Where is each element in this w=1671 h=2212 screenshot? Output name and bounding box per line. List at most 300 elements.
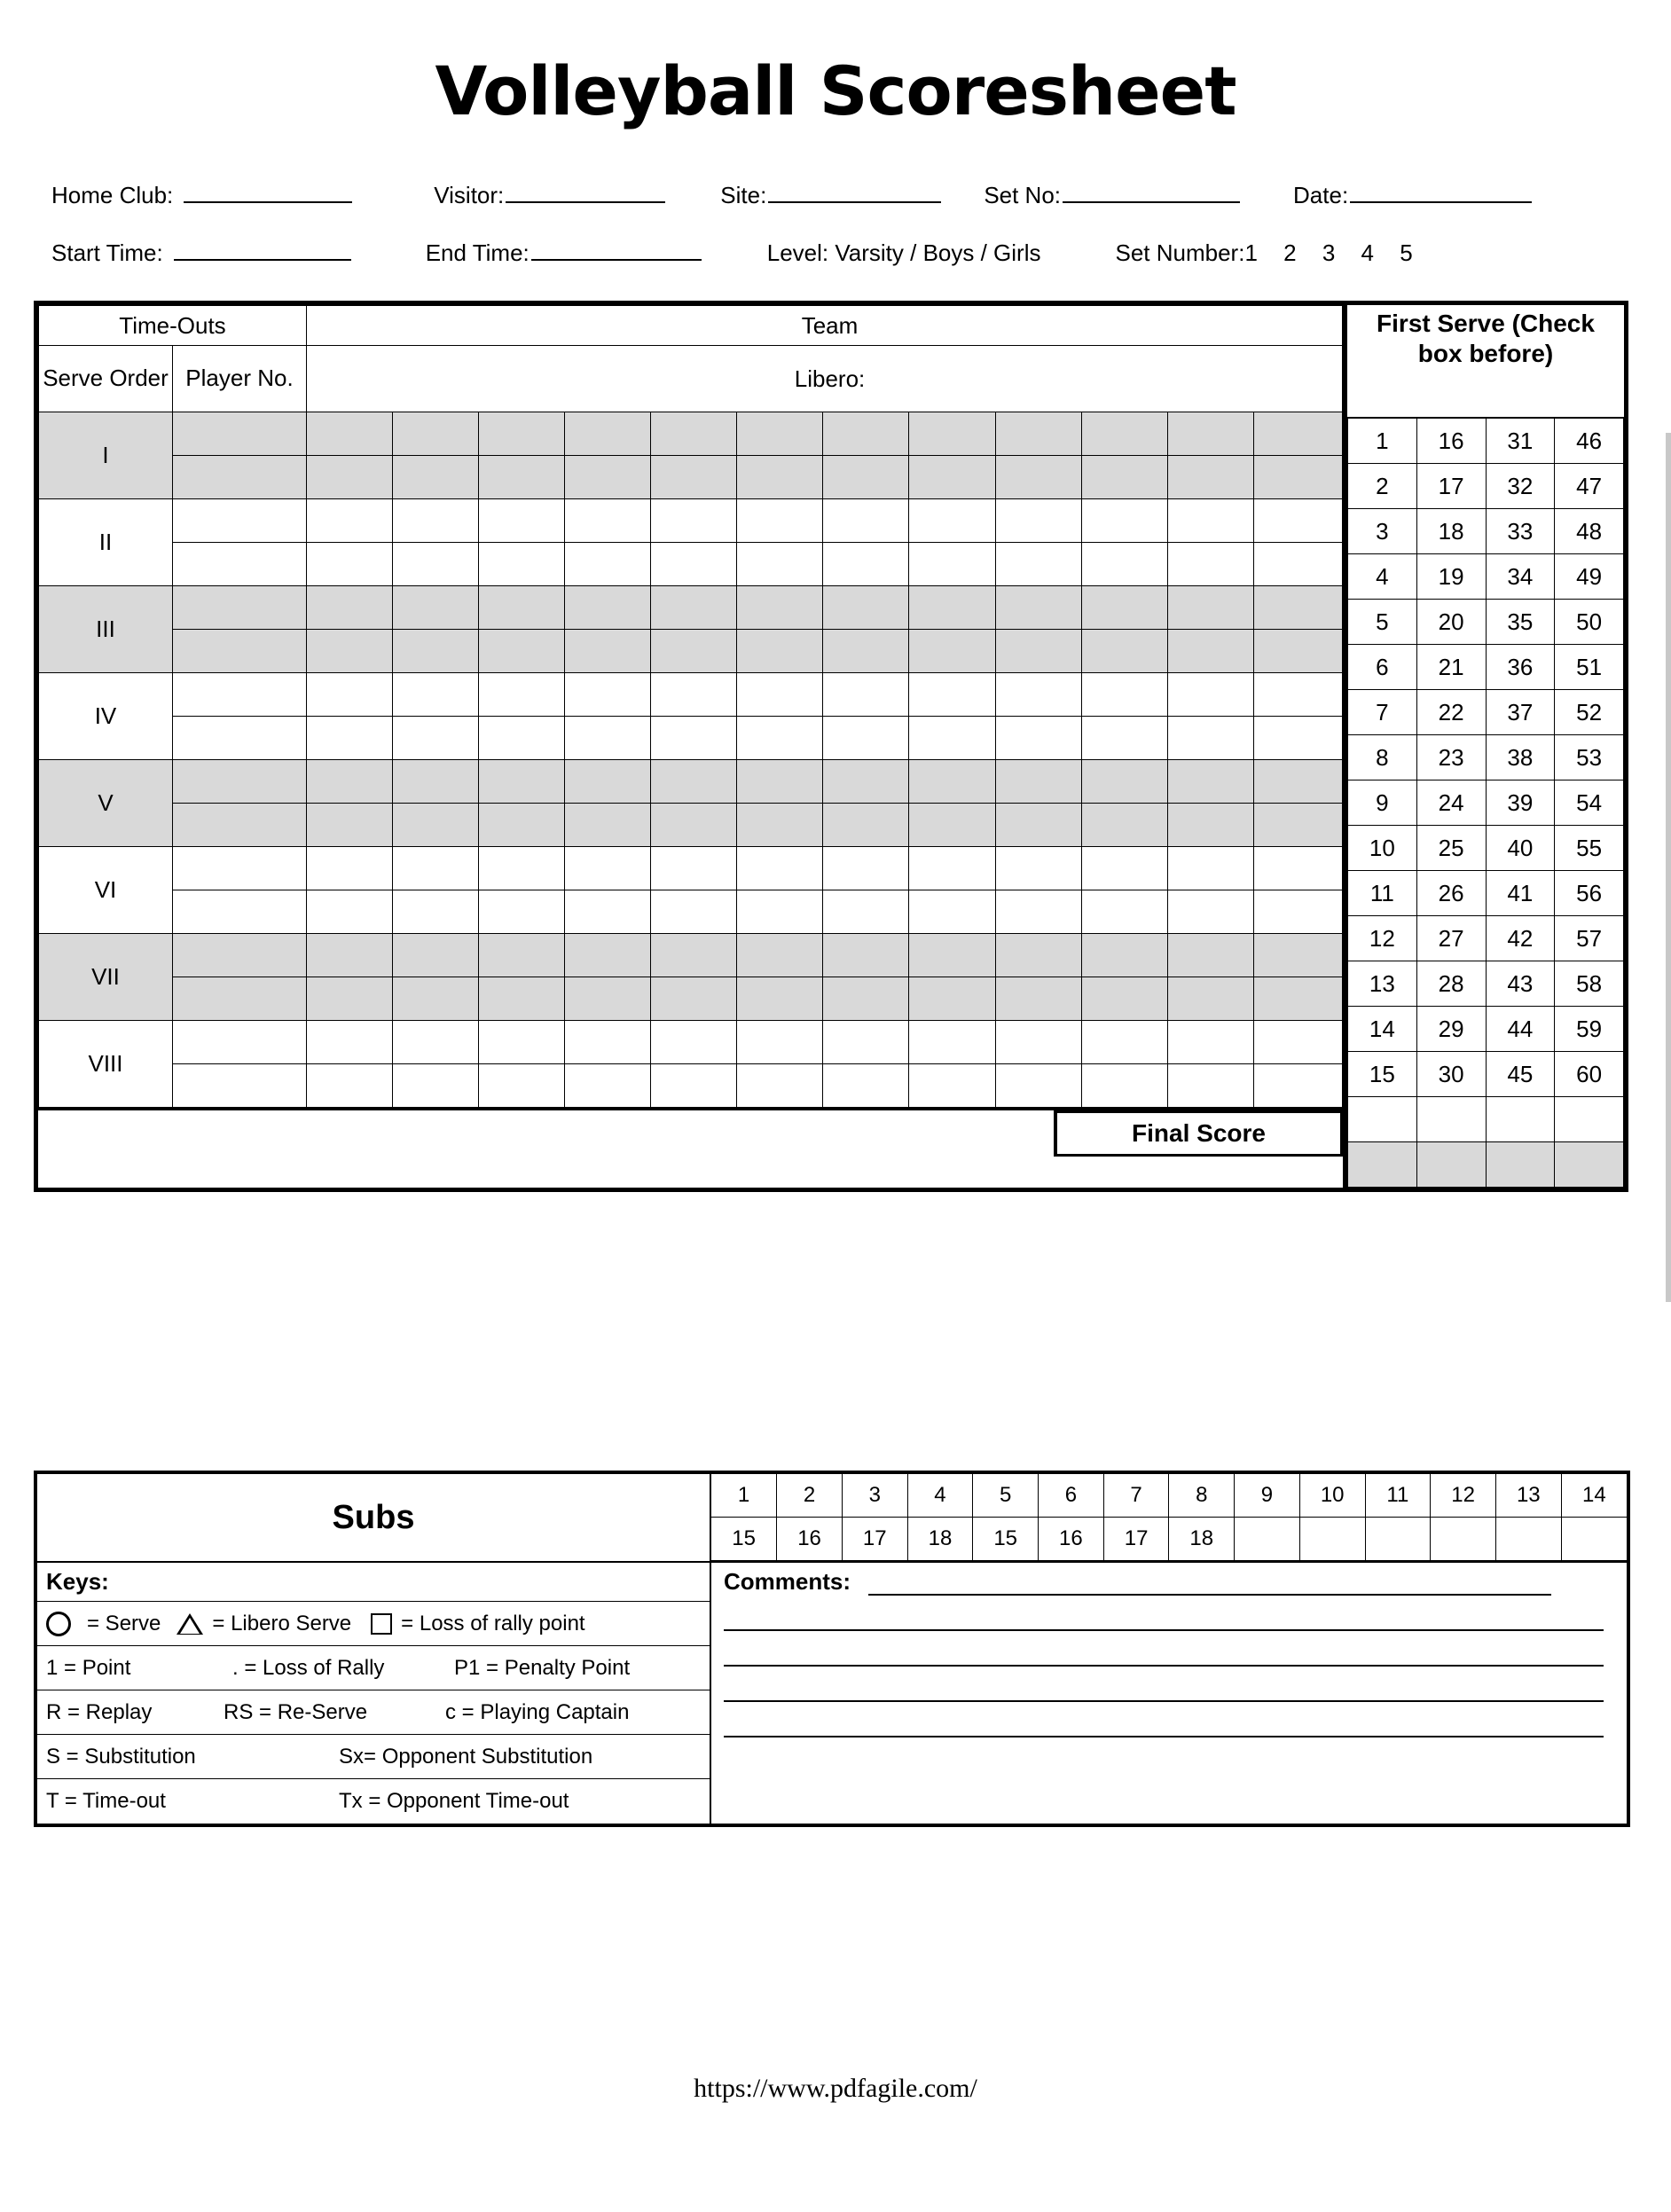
subs-cell[interactable]: 10	[1299, 1474, 1365, 1518]
player-no-cell[interactable]	[173, 847, 307, 890]
score-cell[interactable]	[1081, 456, 1167, 499]
first-serve-cell[interactable]: 27	[1416, 916, 1486, 961]
score-cell[interactable]	[651, 673, 737, 717]
score-cell[interactable]	[479, 890, 565, 934]
subs-cell[interactable]: 2	[777, 1474, 843, 1518]
first-serve-empty-cell[interactable]	[1555, 1097, 1624, 1142]
first-serve-cell[interactable]: 19	[1416, 554, 1486, 600]
score-cell[interactable]	[651, 1064, 737, 1108]
score-cell[interactable]	[1253, 412, 1342, 456]
score-cell[interactable]	[565, 847, 651, 890]
score-cell[interactable]	[1253, 804, 1342, 847]
score-cell[interactable]	[909, 630, 995, 673]
score-cell[interactable]	[651, 760, 737, 804]
score-cell[interactable]	[479, 717, 565, 760]
score-cell[interactable]	[479, 456, 565, 499]
score-cell[interactable]	[651, 977, 737, 1021]
score-cell[interactable]	[995, 890, 1081, 934]
score-cell[interactable]	[479, 630, 565, 673]
score-cell[interactable]	[737, 760, 823, 804]
score-cell[interactable]	[307, 630, 393, 673]
score-cell[interactable]	[651, 412, 737, 456]
score-cell[interactable]	[1167, 1064, 1253, 1108]
score-cell[interactable]	[1253, 630, 1342, 673]
first-serve-cell[interactable]: 57	[1555, 916, 1624, 961]
score-cell[interactable]	[1167, 499, 1253, 543]
score-cell[interactable]	[823, 1021, 909, 1064]
first-serve-cell[interactable]: 48	[1555, 509, 1624, 554]
score-cell[interactable]	[1167, 543, 1253, 586]
first-serve-cell[interactable]: 55	[1555, 826, 1624, 871]
score-cell[interactable]	[565, 804, 651, 847]
score-cell[interactable]	[307, 890, 393, 934]
score-cell[interactable]	[307, 717, 393, 760]
score-cell[interactable]	[737, 586, 823, 630]
score-cell[interactable]	[307, 760, 393, 804]
score-cell[interactable]	[479, 847, 565, 890]
score-cell[interactable]	[737, 717, 823, 760]
player-no-cell[interactable]	[173, 760, 307, 804]
score-cell[interactable]	[479, 977, 565, 1021]
score-cell[interactable]	[1253, 890, 1342, 934]
score-cell[interactable]	[995, 543, 1081, 586]
score-cell[interactable]	[1253, 499, 1342, 543]
end-time-field[interactable]	[426, 236, 702, 267]
first-serve-cell[interactable]: 49	[1555, 554, 1624, 600]
score-cell[interactable]	[909, 890, 995, 934]
first-serve-cell[interactable]: 12	[1348, 916, 1417, 961]
score-cell[interactable]	[565, 543, 651, 586]
score-cell[interactable]	[823, 1064, 909, 1108]
first-serve-cell[interactable]: 56	[1555, 871, 1624, 916]
score-cell[interactable]	[909, 760, 995, 804]
score-cell[interactable]	[1081, 1021, 1167, 1064]
score-cell[interactable]	[307, 934, 393, 977]
score-cell[interactable]	[393, 717, 479, 760]
score-cell[interactable]	[1167, 804, 1253, 847]
score-cell[interactable]	[1081, 804, 1167, 847]
score-cell[interactable]	[909, 543, 995, 586]
subs-cell[interactable]: 16	[777, 1518, 843, 1561]
score-cell[interactable]	[909, 1021, 995, 1064]
score-cell[interactable]	[393, 1021, 479, 1064]
score-cell[interactable]	[995, 456, 1081, 499]
player-no-cell[interactable]	[173, 1021, 307, 1064]
score-cell[interactable]	[393, 586, 479, 630]
player-no-cell[interactable]	[173, 630, 307, 673]
score-cell[interactable]	[909, 1064, 995, 1108]
first-serve-cell[interactable]: 51	[1555, 645, 1624, 690]
score-cell[interactable]	[1253, 760, 1342, 804]
first-serve-cell[interactable]: 9	[1348, 780, 1417, 826]
first-serve-cell[interactable]: 24	[1416, 780, 1486, 826]
player-no-cell[interactable]	[173, 717, 307, 760]
first-serve-cell[interactable]: 58	[1555, 961, 1624, 1007]
player-no-cell[interactable]	[173, 412, 307, 456]
first-serve-cell[interactable]: 21	[1416, 645, 1486, 690]
subs-cell[interactable]: 17	[842, 1518, 907, 1561]
score-cell[interactable]	[737, 804, 823, 847]
score-cell[interactable]	[1081, 717, 1167, 760]
subs-cell[interactable]	[1431, 1518, 1496, 1561]
first-serve-cell[interactable]: 30	[1416, 1052, 1486, 1097]
score-cell[interactable]	[737, 543, 823, 586]
first-serve-cell[interactable]: 53	[1555, 735, 1624, 780]
score-cell[interactable]	[307, 847, 393, 890]
first-serve-cell[interactable]: 47	[1555, 464, 1624, 509]
score-cell[interactable]	[651, 586, 737, 630]
set-no-input[interactable]	[1063, 178, 1240, 203]
home-club-field[interactable]	[51, 178, 352, 209]
set-number-option-5[interactable]: 5	[1400, 239, 1413, 266]
score-cell[interactable]	[651, 543, 737, 586]
first-serve-cell[interactable]: 25	[1416, 826, 1486, 871]
first-serve-empty-cell[interactable]	[1416, 1097, 1486, 1142]
score-cell[interactable]	[479, 499, 565, 543]
first-serve-cell[interactable]: 34	[1486, 554, 1555, 600]
player-no-cell[interactable]	[173, 456, 307, 499]
score-cell[interactable]	[1167, 890, 1253, 934]
score-cell[interactable]	[737, 890, 823, 934]
score-cell[interactable]	[995, 1021, 1081, 1064]
first-serve-cell[interactable]: 4	[1348, 554, 1417, 600]
subs-cell[interactable]: 13	[1495, 1474, 1561, 1518]
score-cell[interactable]	[565, 456, 651, 499]
visitor-field[interactable]	[434, 178, 665, 209]
score-cell[interactable]	[565, 586, 651, 630]
comments-line-3[interactable]	[724, 1631, 1604, 1667]
first-serve-cell[interactable]: 33	[1486, 509, 1555, 554]
first-serve-cell[interactable]: 59	[1555, 1007, 1624, 1052]
score-cell[interactable]	[479, 412, 565, 456]
score-cell[interactable]	[995, 760, 1081, 804]
first-serve-cell[interactable]: 14	[1348, 1007, 1417, 1052]
date-field[interactable]	[1293, 178, 1532, 209]
score-cell[interactable]	[307, 673, 393, 717]
subs-cell[interactable]: 8	[1169, 1474, 1235, 1518]
first-serve-cell[interactable]: 5	[1348, 600, 1417, 645]
score-cell[interactable]	[651, 717, 737, 760]
first-serve-cell[interactable]: 28	[1416, 961, 1486, 1007]
subs-cell[interactable]: 16	[1039, 1518, 1104, 1561]
score-cell[interactable]	[651, 890, 737, 934]
score-cell[interactable]	[307, 456, 393, 499]
score-cell[interactable]	[823, 760, 909, 804]
subs-cell[interactable]: 6	[1039, 1474, 1104, 1518]
score-cell[interactable]	[737, 456, 823, 499]
first-serve-cell[interactable]: 11	[1348, 871, 1417, 916]
subs-cell[interactable]	[1561, 1518, 1627, 1561]
score-cell[interactable]	[909, 673, 995, 717]
player-no-cell[interactable]	[173, 1064, 307, 1108]
score-cell[interactable]	[1253, 456, 1342, 499]
first-serve-empty-cell[interactable]	[1486, 1097, 1555, 1142]
first-serve-cell[interactable]: 29	[1416, 1007, 1486, 1052]
score-cell[interactable]	[393, 456, 479, 499]
score-cell[interactable]	[995, 1064, 1081, 1108]
player-no-cell[interactable]	[173, 934, 307, 977]
first-serve-cell[interactable]: 7	[1348, 690, 1417, 735]
score-cell[interactable]	[479, 1021, 565, 1064]
score-cell[interactable]	[823, 499, 909, 543]
score-cell[interactable]	[565, 977, 651, 1021]
score-cell[interactable]	[1167, 456, 1253, 499]
score-cell[interactable]	[1081, 673, 1167, 717]
first-serve-empty-cell[interactable]	[1348, 1097, 1417, 1142]
subs-cell[interactable]	[1299, 1518, 1365, 1561]
score-cell[interactable]	[1081, 890, 1167, 934]
score-cell[interactable]	[1167, 977, 1253, 1021]
score-cell[interactable]	[479, 673, 565, 717]
score-cell[interactable]	[737, 412, 823, 456]
score-cell[interactable]	[1253, 1021, 1342, 1064]
subs-cell[interactable]: 5	[973, 1474, 1039, 1518]
player-no-cell[interactable]	[173, 673, 307, 717]
home-club-input[interactable]	[184, 178, 352, 203]
score-cell[interactable]	[995, 847, 1081, 890]
first-serve-cell[interactable]: 40	[1486, 826, 1555, 871]
score-cell[interactable]	[1081, 847, 1167, 890]
score-cell[interactable]	[565, 760, 651, 804]
score-cell[interactable]	[393, 977, 479, 1021]
score-cell[interactable]	[479, 760, 565, 804]
score-cell[interactable]	[565, 499, 651, 543]
subs-cell[interactable]: 12	[1431, 1474, 1496, 1518]
score-cell[interactable]	[1081, 586, 1167, 630]
first-serve-cell[interactable]: 23	[1416, 735, 1486, 780]
first-serve-cell[interactable]: 13	[1348, 961, 1417, 1007]
subs-cell[interactable]: 15	[711, 1518, 777, 1561]
score-cell[interactable]	[823, 717, 909, 760]
first-serve-cell[interactable]: 26	[1416, 871, 1486, 916]
first-serve-cell[interactable]: 32	[1486, 464, 1555, 509]
comments-line-1[interactable]	[868, 1569, 1551, 1596]
score-cell[interactable]	[393, 673, 479, 717]
first-serve-cell[interactable]: 42	[1486, 916, 1555, 961]
subs-cell[interactable]: 14	[1561, 1474, 1627, 1518]
score-cell[interactable]	[823, 586, 909, 630]
final-score-box-home[interactable]	[1348, 1142, 1417, 1188]
score-cell[interactable]	[995, 977, 1081, 1021]
score-cell[interactable]	[393, 847, 479, 890]
comments-line-5[interactable]	[724, 1702, 1604, 1737]
first-serve-cell[interactable]: 43	[1486, 961, 1555, 1007]
score-cell[interactable]	[651, 456, 737, 499]
first-serve-cell[interactable]: 50	[1555, 600, 1624, 645]
score-cell[interactable]	[1167, 1021, 1253, 1064]
score-cell[interactable]	[393, 760, 479, 804]
score-cell[interactable]	[995, 717, 1081, 760]
score-cell[interactable]	[479, 804, 565, 847]
score-cell[interactable]	[823, 412, 909, 456]
first-serve-cell[interactable]: 41	[1486, 871, 1555, 916]
score-cell[interactable]	[1081, 412, 1167, 456]
first-serve-cell[interactable]: 44	[1486, 1007, 1555, 1052]
score-cell[interactable]	[909, 804, 995, 847]
score-cell[interactable]	[823, 977, 909, 1021]
player-no-cell[interactable]	[173, 977, 307, 1021]
comments-line-2[interactable]	[724, 1596, 1604, 1631]
score-cell[interactable]	[651, 847, 737, 890]
score-cell[interactable]	[393, 499, 479, 543]
score-cell[interactable]	[651, 804, 737, 847]
subs-cell[interactable]: 3	[842, 1474, 907, 1518]
score-cell[interactable]	[909, 934, 995, 977]
visitor-input[interactable]	[506, 178, 665, 203]
score-cell[interactable]	[909, 847, 995, 890]
score-cell[interactable]	[1167, 630, 1253, 673]
score-cell[interactable]	[1081, 977, 1167, 1021]
subs-cell[interactable]: 9	[1235, 1474, 1300, 1518]
first-serve-cell[interactable]: 10	[1348, 826, 1417, 871]
score-cell[interactable]	[1167, 847, 1253, 890]
score-cell[interactable]	[393, 804, 479, 847]
score-cell[interactable]	[909, 586, 995, 630]
set-number-option-3[interactable]: 3	[1322, 239, 1336, 266]
subs-cell[interactable]	[1495, 1518, 1561, 1561]
score-cell[interactable]	[823, 673, 909, 717]
score-cell[interactable]	[1253, 586, 1342, 630]
score-cell[interactable]	[737, 977, 823, 1021]
score-cell[interactable]	[307, 804, 393, 847]
score-cell[interactable]	[909, 456, 995, 499]
first-serve-cell[interactable]: 37	[1486, 690, 1555, 735]
first-serve-cell[interactable]: 39	[1486, 780, 1555, 826]
score-cell[interactable]	[1167, 760, 1253, 804]
first-serve-cell[interactable]: 20	[1416, 600, 1486, 645]
score-cell[interactable]	[823, 456, 909, 499]
score-cell[interactable]	[565, 890, 651, 934]
first-serve-cell[interactable]: 15	[1348, 1052, 1417, 1097]
score-cell[interactable]	[737, 673, 823, 717]
score-cell[interactable]	[1167, 717, 1253, 760]
score-cell[interactable]	[393, 1064, 479, 1108]
score-cell[interactable]	[393, 934, 479, 977]
score-cell[interactable]	[651, 1021, 737, 1064]
player-no-cell[interactable]	[173, 890, 307, 934]
score-cell[interactable]	[307, 412, 393, 456]
score-cell[interactable]	[565, 717, 651, 760]
score-cell[interactable]	[393, 543, 479, 586]
score-cell[interactable]	[479, 1064, 565, 1108]
score-cell[interactable]	[1253, 934, 1342, 977]
score-cell[interactable]	[823, 543, 909, 586]
final-score-box-visitor2[interactable]	[1555, 1142, 1624, 1188]
first-serve-cell[interactable]: 46	[1555, 419, 1624, 464]
set-no-field[interactable]	[984, 178, 1240, 209]
score-cell[interactable]	[565, 673, 651, 717]
score-cell[interactable]	[737, 499, 823, 543]
score-cell[interactable]	[1253, 717, 1342, 760]
score-cell[interactable]	[995, 630, 1081, 673]
player-no-cell[interactable]	[173, 804, 307, 847]
score-cell[interactable]	[1167, 586, 1253, 630]
score-cell[interactable]	[995, 934, 1081, 977]
score-cell[interactable]	[393, 630, 479, 673]
subs-cell[interactable]: 7	[1103, 1474, 1169, 1518]
final-score-box-home2[interactable]	[1416, 1142, 1486, 1188]
subs-cell[interactable]	[1365, 1518, 1431, 1561]
score-cell[interactable]	[995, 586, 1081, 630]
score-cell[interactable]	[909, 412, 995, 456]
score-cell[interactable]	[1167, 673, 1253, 717]
score-cell[interactable]	[651, 934, 737, 977]
score-cell[interactable]	[1253, 977, 1342, 1021]
score-cell[interactable]	[651, 499, 737, 543]
first-serve-cell[interactable]: 31	[1486, 419, 1555, 464]
score-cell[interactable]	[909, 499, 995, 543]
set-number-options[interactable]	[1244, 239, 1412, 267]
score-cell[interactable]	[995, 804, 1081, 847]
score-cell[interactable]	[1081, 760, 1167, 804]
start-time-input[interactable]	[174, 236, 351, 261]
first-serve-cell[interactable]: 6	[1348, 645, 1417, 690]
first-serve-cell[interactable]: 1	[1348, 419, 1417, 464]
first-serve-cell[interactable]: 18	[1416, 509, 1486, 554]
player-no-cell[interactable]	[173, 586, 307, 630]
subs-cell[interactable]	[1235, 1518, 1300, 1561]
set-number-option-1[interactable]: 1	[1244, 239, 1258, 266]
set-number-option-4[interactable]: 4	[1361, 239, 1375, 266]
score-cell[interactable]	[479, 934, 565, 977]
score-cell[interactable]	[565, 934, 651, 977]
date-input[interactable]	[1350, 178, 1532, 203]
subs-cell[interactable]: 1	[711, 1474, 777, 1518]
score-cell[interactable]	[995, 412, 1081, 456]
footer-url[interactable]: https://www.pdfagile.com/	[694, 2074, 977, 2103]
score-cell[interactable]	[479, 586, 565, 630]
subs-cell[interactable]: 17	[1103, 1518, 1169, 1561]
score-cell[interactable]	[565, 630, 651, 673]
final-score-box-visitor[interactable]	[1486, 1142, 1555, 1188]
score-cell[interactable]	[1081, 630, 1167, 673]
score-cell[interactable]	[823, 847, 909, 890]
site-field[interactable]	[720, 178, 941, 209]
score-cell[interactable]	[737, 934, 823, 977]
set-number-option-2[interactable]: 2	[1283, 239, 1297, 266]
subs-cell[interactable]: 18	[907, 1518, 973, 1561]
score-cell[interactable]	[737, 1064, 823, 1108]
score-cell[interactable]	[307, 586, 393, 630]
score-cell[interactable]	[1081, 1064, 1167, 1108]
first-serve-cell[interactable]: 16	[1416, 419, 1486, 464]
first-serve-cell[interactable]: 2	[1348, 464, 1417, 509]
player-no-cell[interactable]	[173, 543, 307, 586]
score-cell[interactable]	[737, 630, 823, 673]
score-cell[interactable]	[1167, 412, 1253, 456]
score-cell[interactable]	[479, 543, 565, 586]
score-cell[interactable]	[1253, 1064, 1342, 1108]
first-serve-cell[interactable]: 54	[1555, 780, 1624, 826]
score-cell[interactable]	[737, 847, 823, 890]
subs-cell[interactable]: 18	[1169, 1518, 1235, 1561]
score-cell[interactable]	[307, 1021, 393, 1064]
first-serve-cell[interactable]: 38	[1486, 735, 1555, 780]
site-input[interactable]	[768, 178, 941, 203]
score-cell[interactable]	[995, 499, 1081, 543]
score-cell[interactable]	[737, 1021, 823, 1064]
first-serve-cell[interactable]: 60	[1555, 1052, 1624, 1097]
start-time-field[interactable]	[51, 236, 351, 267]
score-cell[interactable]	[1253, 673, 1342, 717]
score-cell[interactable]	[1081, 934, 1167, 977]
score-cell[interactable]	[393, 890, 479, 934]
comments-line-4[interactable]	[724, 1667, 1604, 1702]
score-cell[interactable]	[651, 630, 737, 673]
score-cell[interactable]	[565, 412, 651, 456]
score-cell[interactable]	[1167, 934, 1253, 977]
subs-cell[interactable]: 15	[973, 1518, 1039, 1561]
